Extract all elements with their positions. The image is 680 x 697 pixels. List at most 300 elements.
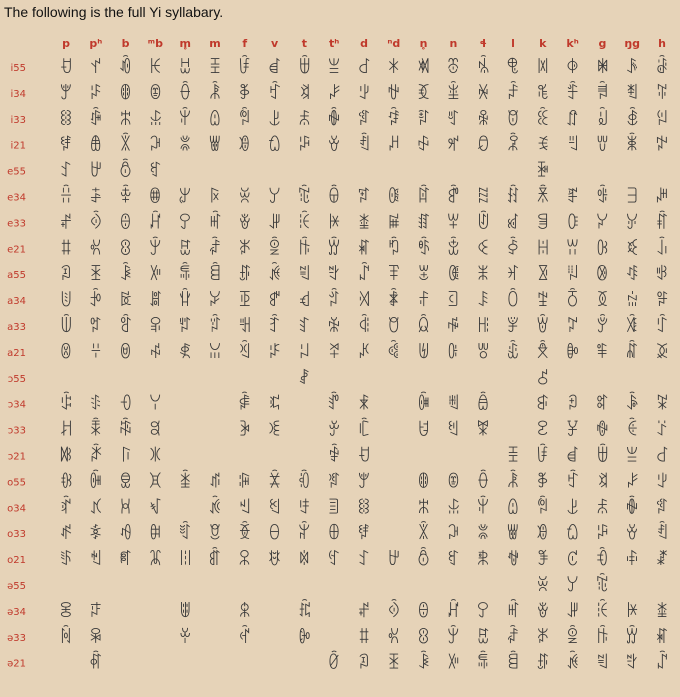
yi-glyph-a33-17: ꇗ xyxy=(565,317,580,337)
yi-glyph-ɔ21-1: ꑅ xyxy=(89,446,103,467)
yi-glyph-ɔ33-16: ꐧ xyxy=(536,420,550,441)
yi-glyph-i21-0: ꇂ xyxy=(59,135,73,156)
yi-glyph-ə21-10: ꀣ xyxy=(357,653,371,674)
yi-glyph-ə21-17: ꁛ xyxy=(565,653,580,674)
yi-glyph-o33-9: ꆺ xyxy=(327,524,341,545)
yi-glyph-a55-7: ꁛ xyxy=(267,265,282,286)
row-label-a34: a34 xyxy=(7,296,26,308)
yi-glyph-ɔ21-2: ꑍ xyxy=(118,446,133,467)
yi-glyph-o21-7: ꉀ xyxy=(267,550,282,571)
yi-glyph-e21-12: ꑺ xyxy=(416,239,431,260)
yi-glyph-a55-15: ꂛ xyxy=(506,265,520,286)
yi-glyph-a55-19: ꂻ xyxy=(625,265,639,286)
yi-glyph-ə34-14: ꎤ xyxy=(476,601,490,622)
yi-glyph-i55-19: ꂘ xyxy=(625,58,639,78)
yi-glyph-e21-20: ꀭ xyxy=(655,239,669,260)
yi-glyph-a34-0: ꂹ xyxy=(59,291,73,312)
yi-glyph-o33-3: ꆊ xyxy=(148,524,163,545)
yi-glyph-i33-16: ꆬ xyxy=(536,109,550,130)
row-label-a33: a33 xyxy=(7,322,26,333)
yi-glyph-i21-9: ꈊ xyxy=(327,135,341,156)
yi-glyph-e33-7: ꎼ xyxy=(267,213,282,234)
yi-glyph-o21-6: ꈸ xyxy=(238,550,252,571)
yi-glyph-i33-2: ꄼ xyxy=(118,109,133,130)
yi-glyph-a21-5: ꈍ xyxy=(208,342,222,363)
yi-glyph-o55-13: ꂮ xyxy=(446,472,461,493)
yi-glyph-a55-11: ꁻ xyxy=(387,265,401,286)
yi-glyph-a55-9: ꁫ xyxy=(327,265,341,286)
yi-glyph-a33-0: ꅏ xyxy=(59,317,73,337)
yi-glyph-o21-15: ꊀ xyxy=(506,550,520,571)
yi-glyph-e34-15: ꍦ xyxy=(506,187,520,208)
yi-glyph-ə33-4: ꏪ xyxy=(178,627,192,648)
yi-glyph-ə33-10: ꐚ xyxy=(357,627,371,648)
yi-glyph-ɔ33-2: ꎷ xyxy=(118,420,133,441)
yi-glyph-o21-1: ꈐ xyxy=(89,550,103,571)
yi-glyph-a21-10: ꈵ xyxy=(357,342,371,363)
yi-glyph-ɔ33-19: ꐿ xyxy=(625,420,639,441)
row-label-i33: i33 xyxy=(10,114,26,126)
yi-glyph-o55-18: ꃖ xyxy=(595,472,610,493)
yi-glyph-a21-6: ꈕ xyxy=(238,342,252,363)
yi-glyph-e33-15: ꏼ xyxy=(506,213,520,234)
yi-glyph-e21-13: ꒂ xyxy=(446,239,461,260)
yi-glyph-ɔ55-16: ꋻ xyxy=(536,368,550,389)
yi-glyph-i55-1: ꀈ xyxy=(89,58,103,78)
yi-glyph-e34-7: ꌦ xyxy=(267,187,282,208)
yi-glyph-a34-8: ꃹ xyxy=(297,291,312,312)
yi-glyph-e33-2: ꎔ xyxy=(118,213,133,234)
yi-glyph-e34-19: ꎆ xyxy=(625,187,639,208)
yi-glyph-o55-17: ꃎ xyxy=(565,472,580,493)
yi-glyph-i55-9: ꁈ xyxy=(327,58,341,78)
yi-glyph-o55-12: ꂦ xyxy=(416,472,431,493)
yi-glyph-e21-16: ꀍ xyxy=(536,239,550,260)
yi-glyph-e21-5: ꑂ xyxy=(208,239,222,260)
yi-glyph-o55-8: ꂆ xyxy=(297,472,312,493)
yi-glyph-e34-10: ꌾ xyxy=(357,187,371,208)
yi-glyph-ɔ34-19: ꎩ xyxy=(625,394,639,415)
yi-glyph-i55-2: ꀐ xyxy=(118,58,133,78)
yi-glyph-i21-19: ꉚ xyxy=(625,135,639,156)
yi-glyph-a21-20: ꊅ xyxy=(655,342,669,363)
yi-glyph-e34-9: ꌶ xyxy=(327,187,341,208)
yi-glyph-a34-5: ꃡ xyxy=(208,291,222,312)
yi-glyph-e21-6: ꑊ xyxy=(238,239,252,260)
column-header-17: kʰ xyxy=(566,37,579,50)
yi-glyph-ə55-17: ꌦ xyxy=(565,576,580,596)
yi-glyph-ɔ21-0: ꐽ xyxy=(59,446,73,467)
yi-glyph-a21-19: ꉽ xyxy=(625,342,639,363)
yi-glyph-a33-8: ꆏ xyxy=(297,317,312,337)
yi-glyph-ɔ33-0: ꎧ xyxy=(59,420,73,441)
yi-glyph-ɔ21-9: ꒅ xyxy=(327,446,341,467)
yi-glyph-i33-13: ꆔ xyxy=(446,109,461,130)
yi-glyph-i21-18: ꉒ xyxy=(595,135,610,156)
yi-glyph-a21-14: ꉕ xyxy=(476,342,490,363)
yi-glyph-ɔ55-8: ꊻ xyxy=(297,368,312,389)
yi-glyph-i34-14: ꄆ xyxy=(476,83,490,104)
yi-glyph-a55-17: ꂫ xyxy=(565,265,580,286)
yi-glyph-ɔ21-3: ꑕ xyxy=(148,446,163,467)
yi-glyph-i55-15: ꁸ xyxy=(506,58,520,78)
yi-glyph-i21-8: ꈂ xyxy=(297,135,312,156)
yi-glyph-i55-16: ꂀ xyxy=(536,58,550,78)
column-header-19: ŋg xyxy=(624,37,641,50)
yi-glyph-ɔ34-14: ꎁ xyxy=(476,394,490,415)
yi-glyph-o33-17: ꇺ xyxy=(565,524,580,545)
yi-glyph-e21-0: ꐚ xyxy=(59,239,73,260)
yi-glyph-e33-18: ꐔ xyxy=(595,213,610,234)
row-label-o33: o33 xyxy=(7,529,26,541)
row-label-ə21: ə21 xyxy=(7,658,26,670)
yi-glyph-ə21-11: ꀫ xyxy=(387,653,401,674)
yi-glyph-ə33-14: ꐺ xyxy=(476,627,490,648)
yi-glyph-ə33-0: ꏊ xyxy=(59,627,73,648)
yi-glyph-a55-5: ꁋ xyxy=(208,265,222,286)
yi-glyph-o21-17: ꊐ xyxy=(565,550,580,571)
column-header-2: b xyxy=(121,37,130,50)
yi-glyph-ə33-11: ꐢ xyxy=(387,627,401,648)
yi-glyph-o21-8: ꉈ xyxy=(297,550,312,571)
yi-glyph-a55-4: ꁃ xyxy=(178,265,192,286)
yi-glyph-a55-3: ꀻ xyxy=(148,265,163,286)
yi-glyph-e55-16: ꋘ xyxy=(536,161,550,182)
yi-glyph-a33-14: ꆿ xyxy=(476,317,490,337)
yi-glyph-i34-4: ꂶ xyxy=(178,83,192,104)
yi-glyph-e21-4: ꐺ xyxy=(178,239,192,260)
yi-glyph-ə34-6: ꍤ xyxy=(238,601,252,622)
yi-glyph-a21-7: ꈝ xyxy=(267,342,282,363)
yi-glyph-o21-12: ꉨ xyxy=(416,550,431,571)
yi-glyph-a55-18: ꂳ xyxy=(595,265,610,286)
yi-glyph-ə21-9: ꀛ xyxy=(327,653,341,674)
yi-glyph-i34-1: ꂞ xyxy=(89,83,103,104)
yi-glyph-a33-2: ꅟ xyxy=(118,317,133,337)
yi-glyph-a33-3: ꅧ xyxy=(148,317,163,337)
yi-glyph-ə21-1: ꑨ xyxy=(89,653,103,674)
yi-glyph-e33-1: ꎌ xyxy=(89,213,103,234)
yi-glyph-o55-0: ꁆ xyxy=(59,472,73,493)
column-header-18: g xyxy=(598,37,607,50)
yi-glyph-o34-17: ꅤ xyxy=(565,498,580,519)
yi-glyph-i33-4: ꅌ xyxy=(178,109,192,130)
yi-glyph-o33-19: ꈊ xyxy=(625,524,639,545)
yi-glyph-i55-10: ꁐ xyxy=(357,58,371,78)
yi-glyph-o21-2: ꈘ xyxy=(118,550,133,571)
yi-glyph-e21-2: ꐪ xyxy=(118,239,133,260)
yi-glyph-a33-7: ꆇ xyxy=(267,317,282,337)
yi-glyph-a21-17: ꉭ xyxy=(565,342,580,363)
yi-glyph-o55-19: ꃞ xyxy=(625,472,639,493)
yi-glyph-o33-13: ꇚ xyxy=(446,524,461,545)
yi-glyph-a34-13: ꄡ xyxy=(446,291,461,312)
column-header-10: d xyxy=(360,37,368,50)
yi-glyph-a34-17: ꅁ xyxy=(565,291,580,312)
yi-glyph-o34-12: ꄼ xyxy=(416,498,431,519)
row-label-ə34: ə34 xyxy=(7,606,26,618)
row-label-e55: e55 xyxy=(7,166,26,178)
row-label-e21: e21 xyxy=(7,244,26,256)
yi-glyph-e34-5: ꌖ xyxy=(208,187,222,208)
yi-glyph-a34-4: ꃙ xyxy=(178,291,192,312)
yi-glyph-ɔ34-18: ꎡ xyxy=(595,394,610,415)
yi-glyph-i33-17: ꆴ xyxy=(565,109,580,130)
yi-glyph-e34-2: ꋾ xyxy=(118,187,133,208)
yi-glyph-i55-12: ꁠ xyxy=(416,58,431,78)
yi-glyph-i55-14: ꁰ xyxy=(476,58,490,78)
yi-glyph-o55-15: ꂾ xyxy=(506,472,520,493)
yi-glyph-e21-8: ꑚ xyxy=(297,239,312,260)
yi-glyph-ɔ21-20: ꁐ xyxy=(655,446,669,467)
yi-glyph-o34-15: ꅔ xyxy=(506,498,520,519)
yi-glyph-ɔ34-0: ꌑ xyxy=(59,394,73,415)
yi-glyph-e34-4: ꌎ xyxy=(178,187,192,208)
yi-glyph-ə34-4: ꍔ xyxy=(178,601,192,622)
yi-glyph-ə21-12: ꀳ xyxy=(416,653,431,674)
yi-glyph-i33-6: ꅜ xyxy=(238,109,252,130)
row-label-o55: o55 xyxy=(7,477,26,489)
row-label-a21: a21 xyxy=(7,347,26,359)
yi-glyph-o55-4: ꁦ xyxy=(178,472,192,493)
yi-glyph-ɔ34-20: ꎱ xyxy=(655,394,669,415)
yi-glyph-i55-8: ꁀ xyxy=(297,58,312,78)
yi-glyph-a21-12: ꉅ xyxy=(416,342,431,363)
yi-glyph-i55-20: ꂠ xyxy=(655,58,669,78)
yi-glyph-ɔ33-14: ꐗ xyxy=(476,420,490,441)
yi-glyph-ə33-8: ꐊ xyxy=(297,627,312,648)
row-label-i55: i55 xyxy=(10,63,26,74)
yi-glyph-ə34-17: ꎼ xyxy=(565,601,580,622)
yi-glyph-o55-5: ꁮ xyxy=(208,472,222,493)
yi-glyph-e55-1: ꉠ xyxy=(89,161,103,182)
yi-glyph-i34-0: ꂖ xyxy=(59,83,73,104)
yi-glyph-i21-15: ꈺ xyxy=(506,135,520,156)
yi-glyph-ɔ33-1: ꎯ xyxy=(89,420,103,441)
yi-glyph-ɔ34-16: ꎑ xyxy=(536,394,550,415)
yi-glyph-e33-17: ꐌ xyxy=(565,213,580,234)
yi-glyph-o21-20: ꊨ xyxy=(655,550,669,571)
yi-glyph-e21-10: ꑪ xyxy=(357,239,371,260)
yi-glyph-i55-0: ꀀ xyxy=(59,58,73,78)
yi-glyph-i21-17: ꉊ xyxy=(565,135,580,156)
yi-glyph-e33-20: ꐤ xyxy=(655,213,669,234)
yi-glyph-ə55-16: ꌞ xyxy=(536,576,550,596)
yi-glyph-o34-14: ꅌ xyxy=(476,498,490,519)
yi-glyph-ə33-15: ꑂ xyxy=(506,627,520,648)
yi-glyph-ə33-16: ꑊ xyxy=(536,627,550,648)
yi-glyph-a55-16: ꂣ xyxy=(536,265,550,286)
yi-glyph-a33-13: ꆷ xyxy=(446,317,461,337)
yi-glyph-o21-10: ꉘ xyxy=(357,550,371,571)
yi-glyph-ɔ33-6: ꏗ xyxy=(238,420,252,441)
yi-glyph-ə21-16: ꁓ xyxy=(536,653,550,674)
yi-glyph-a55-20: ꃃ xyxy=(655,265,669,286)
yi-glyph-a34-10: ꄉ xyxy=(357,291,371,312)
row-label-e33: e33 xyxy=(7,218,26,230)
yi-glyph-o21-11: ꉠ xyxy=(387,550,401,571)
yi-glyph-ə34-12: ꎔ xyxy=(416,601,431,622)
column-header-0: p xyxy=(62,37,70,50)
yi-glyph-ɔ34-10: ꍡ xyxy=(357,394,371,415)
yi-glyph-i21-6: ꇲ xyxy=(238,135,252,156)
yi-glyph-ɔ33-12: ꐇ xyxy=(416,420,431,441)
yi-glyph-i55-18: ꂐ xyxy=(595,58,610,78)
yi-glyph-ɔ33-20: ꑇ xyxy=(655,420,669,441)
yi-glyph-a33-1: ꅗ xyxy=(89,317,103,337)
yi-glyph-i34-8: ꃖ xyxy=(297,83,312,104)
yi-glyph-ə33-17: ꑒ xyxy=(565,627,580,648)
caption: The following is the full Yi syllabary. xyxy=(4,4,224,20)
yi-glyph-i33-19: ꇄ xyxy=(625,109,639,130)
yi-glyph-i33-18: ꆼ xyxy=(595,109,610,130)
yi-glyph-a21-11: ꈽ xyxy=(387,342,401,363)
yi-glyph-i34-2: ꂦ xyxy=(118,83,133,104)
yi-glyph-o34-19: ꅴ xyxy=(625,498,639,519)
yi-glyph-a33-4: ꅯ xyxy=(178,317,192,337)
yi-glyph-ɔ33-7: ꏟ xyxy=(267,420,282,441)
yi-glyph-o33-7: ꆪ xyxy=(267,524,282,545)
yi-glyph-i55-6: ꀰ xyxy=(238,58,252,78)
yi-glyph-o33-12: ꇒ xyxy=(416,524,431,545)
yi-glyph-a34-7: ꃱ xyxy=(267,291,282,312)
yi-glyph-e33-4: ꎤ xyxy=(178,213,192,234)
yi-glyph-ɔ33-9: ꏯ xyxy=(327,420,341,441)
yi-glyph-a34-19: ꅑ xyxy=(625,291,639,312)
yi-glyph-o33-20: ꈒ xyxy=(655,524,669,545)
yi-glyph-e33-10: ꏔ xyxy=(357,213,371,234)
yi-glyph-o55-14: ꂶ xyxy=(476,472,490,493)
yi-glyph-e21-15: ꀅ xyxy=(506,239,520,260)
yi-glyph-e34-18: ꍾ xyxy=(595,187,610,208)
yi-glyph-ə33-12: ꐪ xyxy=(416,627,431,648)
row-label-ɔ33: ɔ33 xyxy=(7,425,26,437)
yi-glyph-ɔ34-6: ꍁ xyxy=(238,394,252,415)
yi-glyph-e21-7: ꑒ xyxy=(267,239,282,260)
yi-glyph-e34-17: ꍶ xyxy=(565,187,580,208)
column-header-12: n̥ xyxy=(419,37,428,50)
column-header-13: n xyxy=(449,37,458,50)
yi-glyph-ə21-13: ꀻ xyxy=(446,653,461,674)
yi-glyph-i21-12: ꈢ xyxy=(416,135,431,156)
yi-glyph-i33-1: ꄴ xyxy=(89,109,103,130)
yi-glyph-a34-6: ꃩ xyxy=(238,291,252,312)
row-label-o34: o34 xyxy=(7,503,26,515)
yi-glyph-i55-17: ꂈ xyxy=(565,58,580,78)
yi-glyph-i33-20: ꇌ xyxy=(655,109,669,130)
column-header-15: l xyxy=(511,37,515,50)
yi-glyph-ə34-11: ꎌ xyxy=(387,601,401,622)
yi-glyph-i33-15: ꆤ xyxy=(506,109,520,130)
yi-glyph-e34-3: ꌆ xyxy=(148,187,163,208)
yi-glyph-o21-19: ꊠ xyxy=(625,550,639,571)
yi-glyph-i34-6: ꃆ xyxy=(238,83,252,104)
yi-glyph-i55-13: ꁨ xyxy=(446,58,461,78)
yi-glyph-ə34-19: ꏌ xyxy=(625,601,639,622)
yi-glyph-e21-18: ꀝ xyxy=(595,239,610,260)
yi-glyph-o34-10: ꄬ xyxy=(357,498,371,519)
yi-glyph-o34-20: ꅼ xyxy=(655,498,669,519)
yi-glyph-i55-3: ꀘ xyxy=(148,58,163,78)
yi-glyph-ɔ21-16: ꀰ xyxy=(536,446,550,467)
yi-glyph-o55-10: ꂖ xyxy=(357,472,371,493)
yi-glyph-ɔ34-2: ꌡ xyxy=(118,394,133,415)
yi-glyph-i34-15: ꄎ xyxy=(506,83,520,104)
yi-glyph-o21-4: ꈨ xyxy=(178,550,192,571)
yi-glyph-ɔ33-18: ꐷ xyxy=(595,420,610,441)
yi-glyph-a33-16: ꇏ xyxy=(536,317,550,337)
yi-glyph-a55-0: ꀣ xyxy=(59,265,73,286)
yi-glyph-o55-2: ꁖ xyxy=(118,472,133,493)
yi-glyph-ɔ21-15: ꀨ xyxy=(506,446,520,467)
yi-glyph-i34-5: ꂾ xyxy=(208,83,222,104)
yi-glyph-ɔ34-12: ꍱ xyxy=(416,394,431,415)
yi-glyph-ɔ34-1: ꌙ xyxy=(89,394,103,415)
row-label-a55: a55 xyxy=(7,270,26,282)
yi-glyph-e21-1: ꐢ xyxy=(89,239,103,260)
column-header-20: h xyxy=(658,37,666,50)
yi-glyph-i21-11: ꈚ xyxy=(387,135,401,156)
yi-glyph-o55-1: ꁎ xyxy=(89,472,103,493)
yi-glyph-a33-15: ꇇ xyxy=(506,317,520,337)
yi-glyph-a33-12: ꆯ xyxy=(416,317,431,337)
yi-glyph-a55-10: ꁳ xyxy=(357,265,371,286)
column-header-16: k xyxy=(539,37,547,50)
yi-glyph-i21-2: ꇒ xyxy=(118,135,133,156)
yi-glyph-ə34-20: ꏔ xyxy=(655,601,669,622)
yi-glyph-ə21-20: ꁳ xyxy=(655,653,669,674)
yi-glyph-a21-3: ꇽ xyxy=(148,342,163,363)
yi-glyph-i34-20: ꄶ xyxy=(655,83,669,104)
yi-glyph-ɔ33-3: ꎿ xyxy=(148,420,163,441)
yi-glyph-e34-14: ꍞ xyxy=(476,187,490,208)
yi-glyph-a55-1: ꀫ xyxy=(89,265,103,286)
yi-glyph-i33-3: ꅄ xyxy=(148,109,163,130)
yi-glyph-o34-6: ꄌ xyxy=(238,498,252,519)
yi-glyph-a34-3: ꃑ xyxy=(148,291,163,312)
yi-glyph-e34-11: ꍆ xyxy=(387,187,401,208)
yi-glyph-a33-11: ꆧ xyxy=(387,317,401,337)
yi-glyph-ə33-6: ꏺ xyxy=(238,627,252,648)
column-header-11: ⁿd xyxy=(387,37,401,50)
yi-glyph-a21-0: ꇥ xyxy=(59,342,73,363)
yi-glyph-a34-9: ꄁ xyxy=(327,291,341,312)
yi-glyph-a55-6: ꁓ xyxy=(238,265,252,286)
row-label-ə55: ə55 xyxy=(7,581,26,592)
row-label-o21: o21 xyxy=(7,555,26,567)
yi-glyph-a34-18: ꅉ xyxy=(595,291,610,312)
yi-glyph-ɔ34-7: ꍉ xyxy=(267,394,282,415)
yi-glyph-o34-0: ꃜ xyxy=(59,498,73,519)
yi-glyph-i21-13: ꈪ xyxy=(446,135,461,156)
yi-glyph-e33-3: ꎜ xyxy=(148,213,163,234)
yi-glyph-a21-16: ꉥ xyxy=(536,342,550,363)
yi-glyph-o33-15: ꇪ xyxy=(506,524,520,545)
yi-glyph-ə21-14: ꁃ xyxy=(476,653,490,674)
yi-glyph-o21-3: ꈠ xyxy=(148,550,163,571)
yi-glyph-e33-8: ꏄ xyxy=(297,213,312,234)
yi-glyph-ə21-15: ꁋ xyxy=(506,653,520,674)
yi-glyph-i55-7: ꀸ xyxy=(267,58,282,78)
yi-glyph-a21-1: ꇭ xyxy=(89,342,103,363)
yi-glyph-o34-16: ꅜ xyxy=(536,498,550,519)
yi-glyph-a34-20: ꅙ xyxy=(655,291,669,312)
yi-glyph-i34-11: ꃮ xyxy=(387,83,401,104)
yi-glyph-a34-12: ꄙ xyxy=(416,291,431,312)
yi-glyph-a21-8: ꈥ xyxy=(297,342,312,363)
yi-glyph-o55-20: ꃦ xyxy=(655,472,669,493)
yi-glyph-o34-7: ꄔ xyxy=(267,498,282,519)
